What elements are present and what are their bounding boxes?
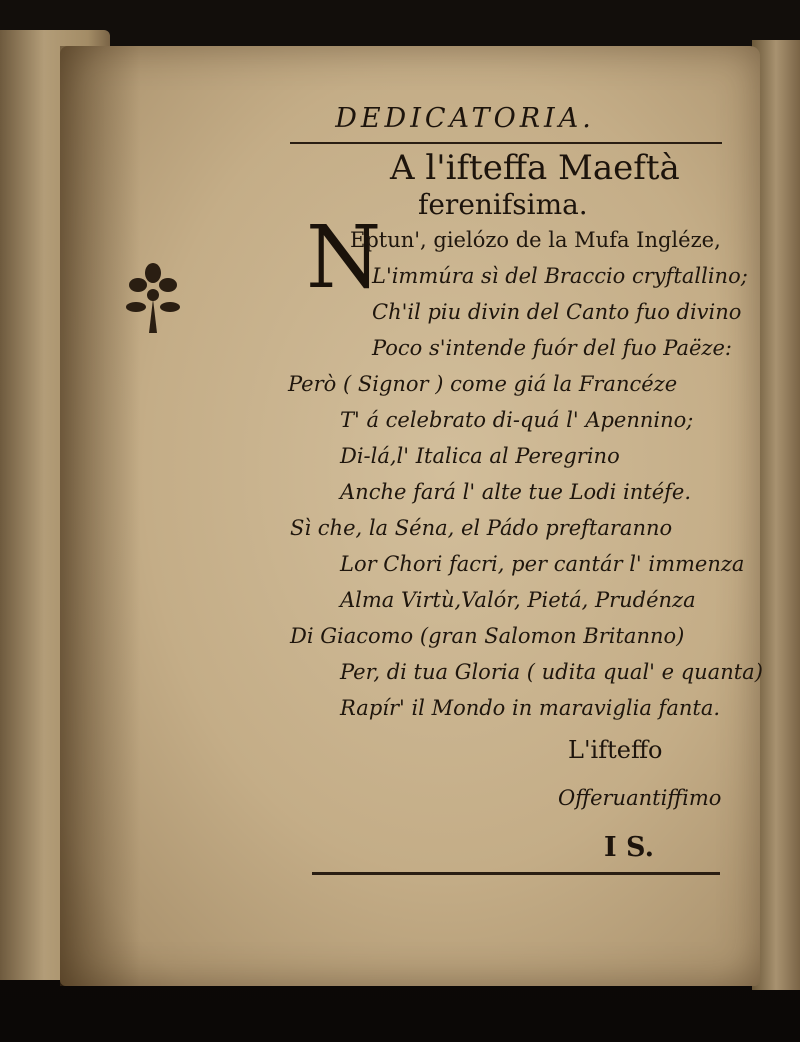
- signature-initials: I S.: [604, 832, 654, 863]
- poem-line: Di-lá,l' Italica al Peregrino: [340, 444, 620, 468]
- header-rule: [290, 142, 722, 144]
- dedication-line-1: A l'ifteffa Maeftà: [390, 148, 680, 188]
- page-header: DEDICATORIA.: [335, 103, 595, 134]
- poem-line: Alma Virtù,Valór, Pietá, Prudénza: [340, 588, 696, 612]
- poem-line: Lor Chori facri, per cantár l' immenza: [340, 552, 745, 576]
- signature-line-2: Offeruantiffimo: [558, 786, 722, 810]
- poem-line: L'immúra sì del Braccio cryftallino;: [372, 264, 748, 288]
- poem-line: Sì che, la Séna, el Pádo preftaranno: [290, 516, 673, 540]
- poem-line: Per, di tua Gloria ( udita qual' e quanta): [340, 660, 763, 684]
- poem-line: T' á celebrato di-quá l' Apennino;: [340, 408, 694, 432]
- footer-rule: [312, 872, 720, 875]
- poem-line: Eptun', gielózo de la Mufa Ingléze,: [350, 228, 721, 252]
- poem-line: Però ( Signor ) come giá la Francéze: [288, 372, 678, 396]
- poem-line: Poco s'intende fuór del fuo Paëze:: [372, 336, 732, 360]
- poem-line: Rapír' il Mondo in maraviglia fanta.: [340, 696, 721, 720]
- dedication-line-2: ferenifsima.: [418, 188, 588, 221]
- gutter-shadow: [60, 46, 140, 986]
- floral-ornament-icon: [118, 255, 188, 335]
- signature-line-1: L'ifteffo: [568, 736, 663, 764]
- poem-line: Anche fará l' alte tue Lodi intéfe.: [340, 480, 692, 504]
- poem-line: Di Giacomo (gran Salomon Britanno): [290, 624, 685, 648]
- poem-line: Ch'il piu divin del Canto fuo divino: [372, 300, 742, 324]
- drop-cap: N: [306, 208, 382, 308]
